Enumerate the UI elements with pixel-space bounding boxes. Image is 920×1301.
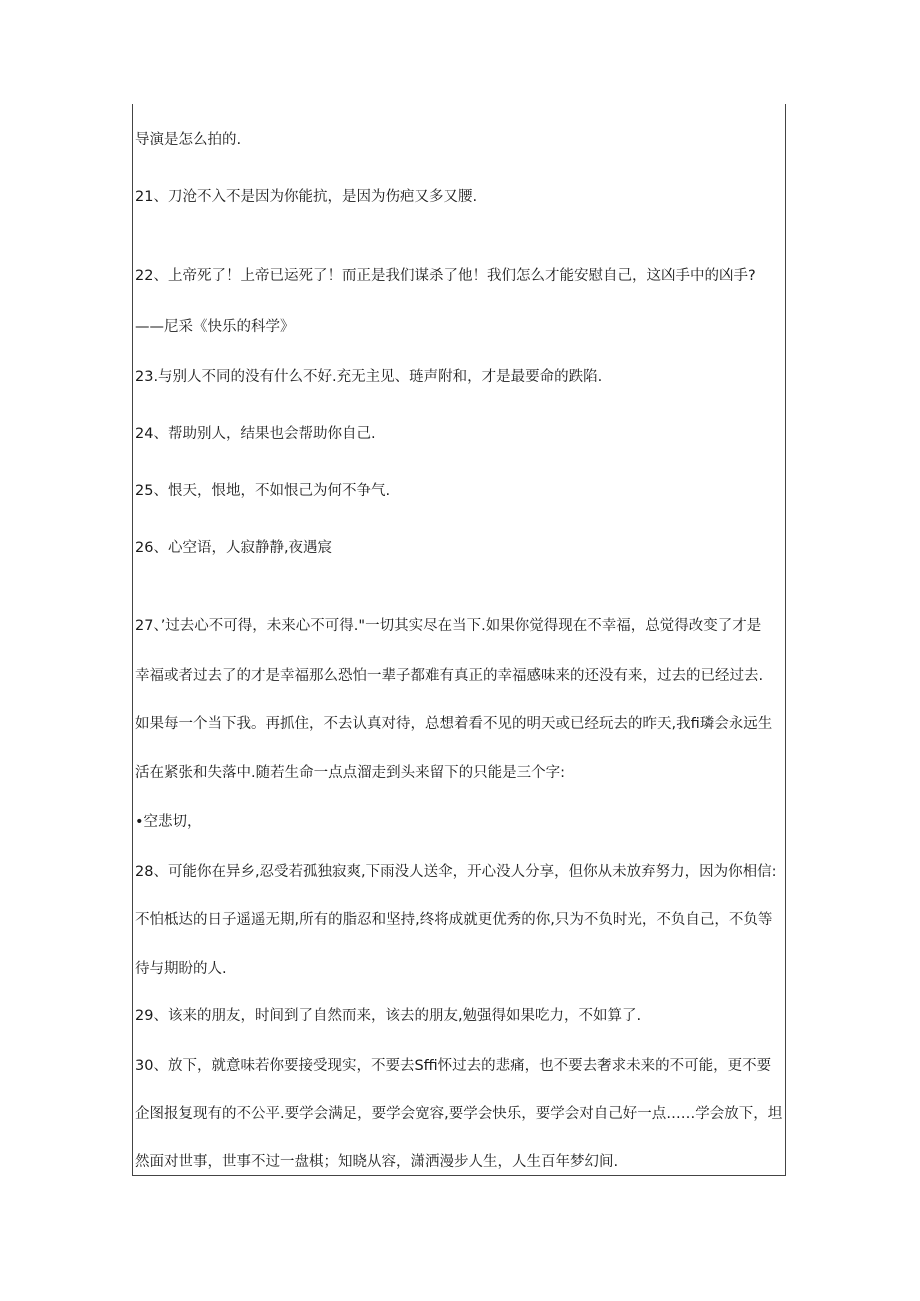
text-line: 28、可能你在异乡,忍受若孤独寂爽,下雨没人送伞，开心没人分享，但你从未放弃努力，因为你相信: [135,864,777,880]
text-line: ——尼采《快乐的科学》 [135,319,295,335]
text-line: 23.与别人不同的没有什么不好.充无主见、琏声附和，才是最要命的跌陷. [135,369,603,385]
text-line: 然面对世事，世事不过一盘棋；知晓从容，潇洒漫步人生，人生百年梦幻间. [135,1154,619,1170]
text-line: 27、’过去心不可得，未来心不可得."一切其实尽在当下.如果你觉得现在不幸福，总觉得改变了才是 [135,618,762,634]
text-line: 企图报复现有的不公平.要学会满足，要学会宽容,要学会快乐，要学会对自己好一点……学会放下，坦 [135,1106,783,1122]
text-line: 如果每一个当下我。再抓住，不去认真对待，总想着看不见的明天或已经玩去的昨天,我fi璘会永远生 [135,716,773,732]
text-line: 22、上帝死了！上帝已运死了！而正是我们谋杀了他！我们怎么才能安慰自己，这凶手中的凶手? [135,268,756,284]
text-line: 活在紧张和失落中.随若生命一点点溜走到头来留下的只能是三个字: [135,765,565,781]
text-line: 30、放下，就意味若你要接受现实，不要去Sffi怀过去的悲痛，也不要去奢求未来的不可能，更不要 [135,1058,772,1074]
text-line: 不怕柢达的日子遥遥无期,所有的脂忍和坚持,终将成就更优秀的你,只为不负时光，不负自己，不负等 [135,912,773,928]
text-line: 21、刀沧不入不是因为你能抗，是因为伤疤又多又腰. [135,189,478,205]
text-line: 24、帮助别人，结果也会帮助你自己. [135,426,376,442]
text-line: 幸福或者过去了的才是幸福那么恐怕一辈子都难有真正的幸福感味来的还没有来，过去的已经过去. [135,668,764,684]
text-line: 25、恨天，恨地，不如恨己为何不争气. [135,483,391,499]
text-line: 待与期盼的人. [135,961,227,977]
text-line: 导演是怎么拍的. [135,132,242,148]
text-line: •空悲切， [135,814,202,830]
text-line: 29、该来的朋友，时间到了自然而来，该去的朋友,勉强得如果吃力，不如算了. [135,1008,642,1024]
text-line: 26、心空语，人寂静静,夜遇宸 [135,540,333,556]
